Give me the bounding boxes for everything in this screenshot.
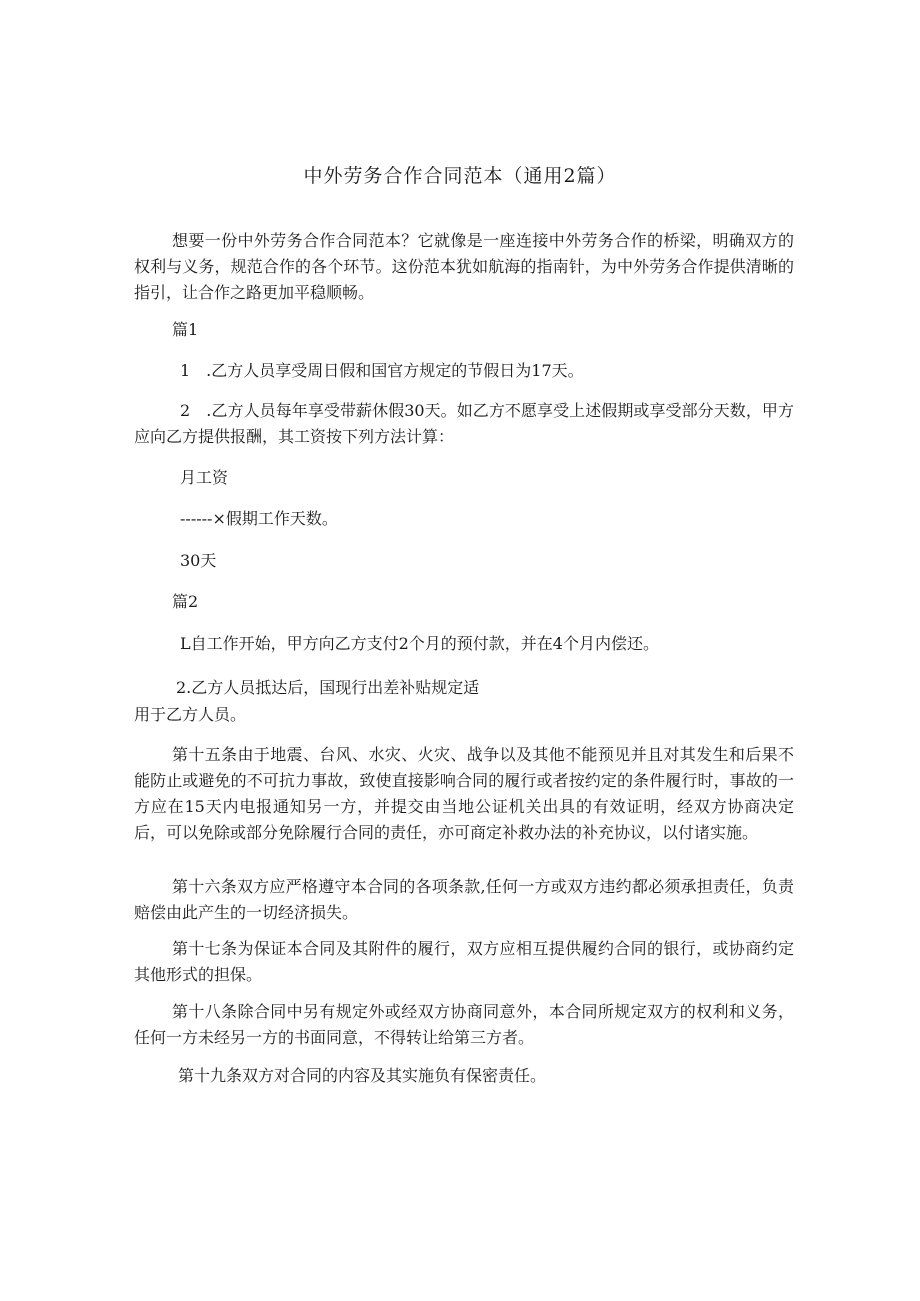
part2-item1: L自工作开始，甲方向乙方支付2个月的预付款，并在4个月内偿还。 — [180, 634, 659, 653]
part1-item2: 2 .乙方人员每年享受带薪休假30天。如乙方不愿享受上述假期或享受部分天数，甲方应向乙方提供报酬，其工资按下列方法计算： — [134, 401, 794, 446]
article-18: 第十八条除合同中另有规定外或经双方协商同意外，本合同所规定双方的权利和义务，任何一方未经另一方的书面同意，不得转让给第三方者。 — [134, 1002, 794, 1047]
part1-item1: 1 .乙方人员享受周日假和国官方规定的节假日为17天。 — [180, 361, 584, 380]
article-17: 第十七条为保证本合同及其附件的履行，双方应相互提供履约合同的银行，或协商约定其他形式的担保。 — [134, 939, 794, 984]
formula-line: ------×假期工作天数。 — [180, 509, 338, 528]
document-title: 中外劳务合作合同范本（通用2篇） — [303, 165, 617, 187]
formula-numerator: 月工资 — [180, 468, 229, 487]
part1-heading: 篇1 — [172, 320, 199, 339]
part2-heading: 篇2 — [172, 592, 199, 611]
part2-item2-line1: 2.乙方人员抵达后，国现行出差补贴规定适 — [176, 678, 480, 697]
article-15: 第十五条由于地震、台风、水灾、火灾、战争以及其他不能预见并且对其发生和后果不能防止或避免的不可抗力事故，致使直接影响合同的履行或者按约定的条件履行时，事故的一方应在15天内电报通知另一方，并提交由当地公证机关出具的有效证明，经双方协商决定后，可以免除或部分免除履行合同的责任，亦可商定补救办法的补充协议，以付诸实施。 — [134, 745, 794, 842]
article-19: 第十九条双方对合同的内容及其实施负有保密责任。 — [178, 1066, 547, 1085]
formula-denominator: 30天 — [180, 551, 217, 570]
intro-paragraph: 想要一份中外劳务合作合同范本？它就像是一座连接中外劳务合作的桥梁，明确双方的权利与义务，规范合作的各个环节。这份范本犹如航海的指南针，为中外劳务合作提供清晰的指引，让合作之路更加平稳顺畅。 — [134, 231, 794, 302]
article-16: 第十六条双方应严格遵守本合同的各项条款,任何一方或双方违约都必须承担责任，负责赔偿由此产生的一切经济损失。 — [134, 877, 794, 922]
part2-item2-line2: 用于乙方人员。 — [134, 705, 247, 724]
